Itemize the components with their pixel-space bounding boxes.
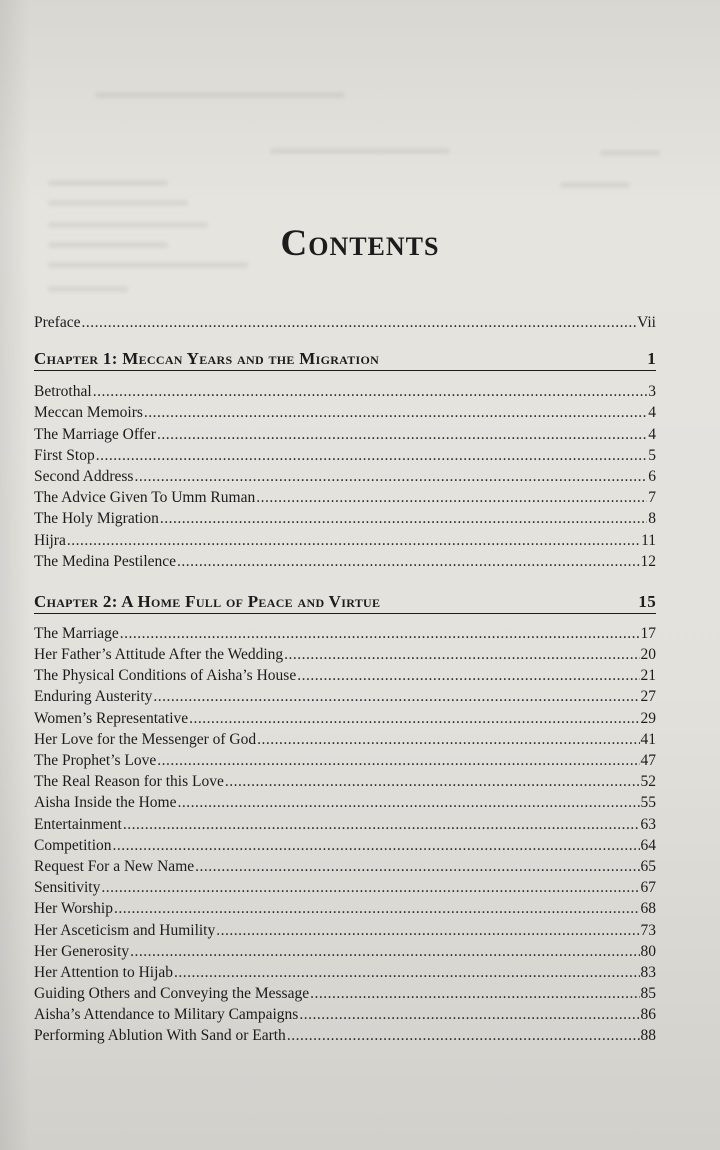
bleed-through-text [0,0,720,330]
toc-entry[interactable] [34,667,656,688]
dot-leader [130,943,639,961]
entry-page-number: 68 [640,900,656,918]
entry-label: The Holy Migration [34,510,159,528]
chapter-1-entries [34,383,656,574]
dot-leader [287,1027,640,1045]
entry-page-number: 80 [640,942,656,960]
entry-label: Betrothal [34,383,92,401]
entry-page-number: 29 [640,709,656,727]
entry-page-number: 11 [641,531,656,549]
toc-entry[interactable] [34,731,656,752]
dot-leader [157,752,639,770]
toc-entry[interactable] [34,773,656,794]
entry-label: The Advice Given To Umm Ruman [34,489,256,507]
dot-leader [101,879,639,897]
entry-label: The Marriage Offer [34,425,156,443]
entry-label: The Prophet’s Love [34,752,157,769]
entry-page-number: 55 [640,794,656,812]
entry-page-number: 52 [640,773,656,791]
dot-leader [123,816,640,834]
toc-entry[interactable] [34,447,656,468]
dot-leader [134,468,647,486]
entry-page-number: 6 [648,467,656,485]
toc-entry[interactable] [34,943,656,964]
dot-leader [93,383,648,401]
dot-leader [153,688,639,706]
toc-entry[interactable] [34,553,656,574]
entry-page-number: 41 [640,730,656,748]
dot-leader [144,404,647,422]
dot-leader [114,900,640,918]
entry-label: First Stop [34,446,95,464]
dot-leader [177,553,639,571]
chapter-title: Chapter 1: Meccan Years and the Migration [34,349,380,369]
dot-leader [256,489,647,507]
entry-label: The Real Reason for this Love [34,773,224,791]
entry-label: Preface [34,314,81,331]
toc-entry[interactable] [34,468,656,489]
dot-leader [189,710,639,728]
entry-page-number: 65 [640,857,656,875]
entry-label: Entertainment [34,815,122,833]
toc-entry[interactable] [34,426,656,447]
entry-page-number: 8 [648,510,656,528]
toc-entry[interactable] [34,1027,656,1048]
entry-label: The Physical Conditions of Aisha’s House [34,667,297,685]
entry-label: Women’s Representative [34,709,189,727]
entry-label: Aisha’s Attendance to Military Campaigns [34,1006,299,1024]
toc-entry[interactable] [34,489,656,510]
chapter-page-number: 1 [647,349,656,369]
entry-label: Her Love for the Messenger of God [34,730,257,748]
entry-label: Her Generosity [34,942,130,960]
entry-label: The Marriage [34,624,119,642]
entry-page-number: 86 [640,1006,656,1024]
entry-page-number: 27 [640,688,656,706]
entry-page-number: 17 [640,624,656,642]
dot-leader [157,426,647,444]
toc-entry[interactable] [34,858,656,879]
dot-leader [177,794,639,812]
dot-leader [310,985,639,1003]
chapter-heading-2[interactable] [34,592,656,614]
entry-label: Hijra [34,531,66,549]
entry-page-number: 67 [640,879,656,897]
entry-page-number: 88 [640,1027,656,1045]
entry-page-number: 4 [648,425,656,443]
dot-leader [297,667,639,685]
entry-page-number: 63 [640,815,656,833]
dot-leader [174,964,639,982]
entry-page-number: Vii [637,314,656,331]
entry-page-number: 7 [648,489,656,507]
entry-page-number: 12 [640,552,656,570]
entry-label: Meccan Memoirs [34,404,143,422]
dot-leader [195,858,639,876]
toc-entry[interactable] [34,985,656,1006]
chapter-2-entries [34,625,656,1049]
toc-entry[interactable] [34,837,656,858]
dot-leader [216,922,639,940]
entry-label: Guiding Others and Conveying the Message [34,985,310,1003]
dot-leader [225,773,640,791]
toc-entry[interactable] [34,532,656,553]
toc-entry[interactable] [34,816,656,837]
toc-entry[interactable] [34,688,656,709]
toc-entry[interactable] [34,646,656,667]
dot-leader [257,731,639,749]
entry-page-number: 47 [640,752,656,769]
entry-label: Her Father’s Attitude After the Wedding [34,646,284,664]
entry-label: Sensitivity [34,879,101,897]
entry-label: Request For a New Name [34,857,195,875]
toc-entry[interactable] [34,404,656,425]
page-edge-shadow [0,0,30,1150]
toc-entry[interactable] [34,383,656,404]
chapter-page-number: 15 [638,591,656,611]
entry-label: Her Asceticism and Humility [34,921,216,939]
entry-page-number: 3 [648,383,656,401]
toc-entry[interactable] [34,710,656,731]
entry-page-number: 20 [640,646,656,664]
toc-entry[interactable] [34,1006,656,1027]
toc-entry[interactable] [34,794,656,815]
entry-page-number: 64 [640,836,656,854]
toc-entry[interactable] [34,964,656,985]
dot-leader [120,625,640,643]
chapter-heading-1[interactable] [34,349,656,371]
dot-leader [299,1006,639,1024]
dot-leader [160,510,647,528]
entry-page-number: 85 [640,985,656,1003]
entry-label: Performing Ablution With Sand or Earth [34,1027,286,1045]
dot-leader [284,646,639,664]
toc-entry[interactable] [34,879,656,900]
entry-label: Her Worship [34,900,113,918]
entry-page-number: 21 [640,667,656,685]
table-of-contents [34,314,656,1049]
page-title: Contents [280,223,440,264]
entry-label: Second Address [34,467,134,485]
entry-page-number: 83 [640,963,656,981]
entry-label: Aisha Inside the Home [34,794,177,812]
toc-entry-preface[interactable] [34,314,656,335]
entry-label: Competition [34,836,112,854]
dot-leader [113,837,640,855]
entry-label: Enduring Austerity [34,688,153,706]
entry-page-number: 4 [648,404,656,422]
toc-entry[interactable] [34,752,656,773]
toc-entry[interactable] [34,922,656,943]
toc-entry[interactable] [34,510,656,531]
dot-leader [81,314,636,332]
toc-entry[interactable] [34,900,656,921]
entry-page-number: 73 [640,921,656,939]
entry-label: The Medina Pestilence [34,552,177,570]
dot-leader [96,447,648,465]
dot-leader [67,532,640,550]
entry-label: Her Attention to Hijab [34,963,174,981]
chapter-title: Chapter 2: A Home Full of Peace and Virtue [34,591,381,611]
toc-entry[interactable] [34,625,656,646]
entry-page-number: 5 [648,446,656,464]
